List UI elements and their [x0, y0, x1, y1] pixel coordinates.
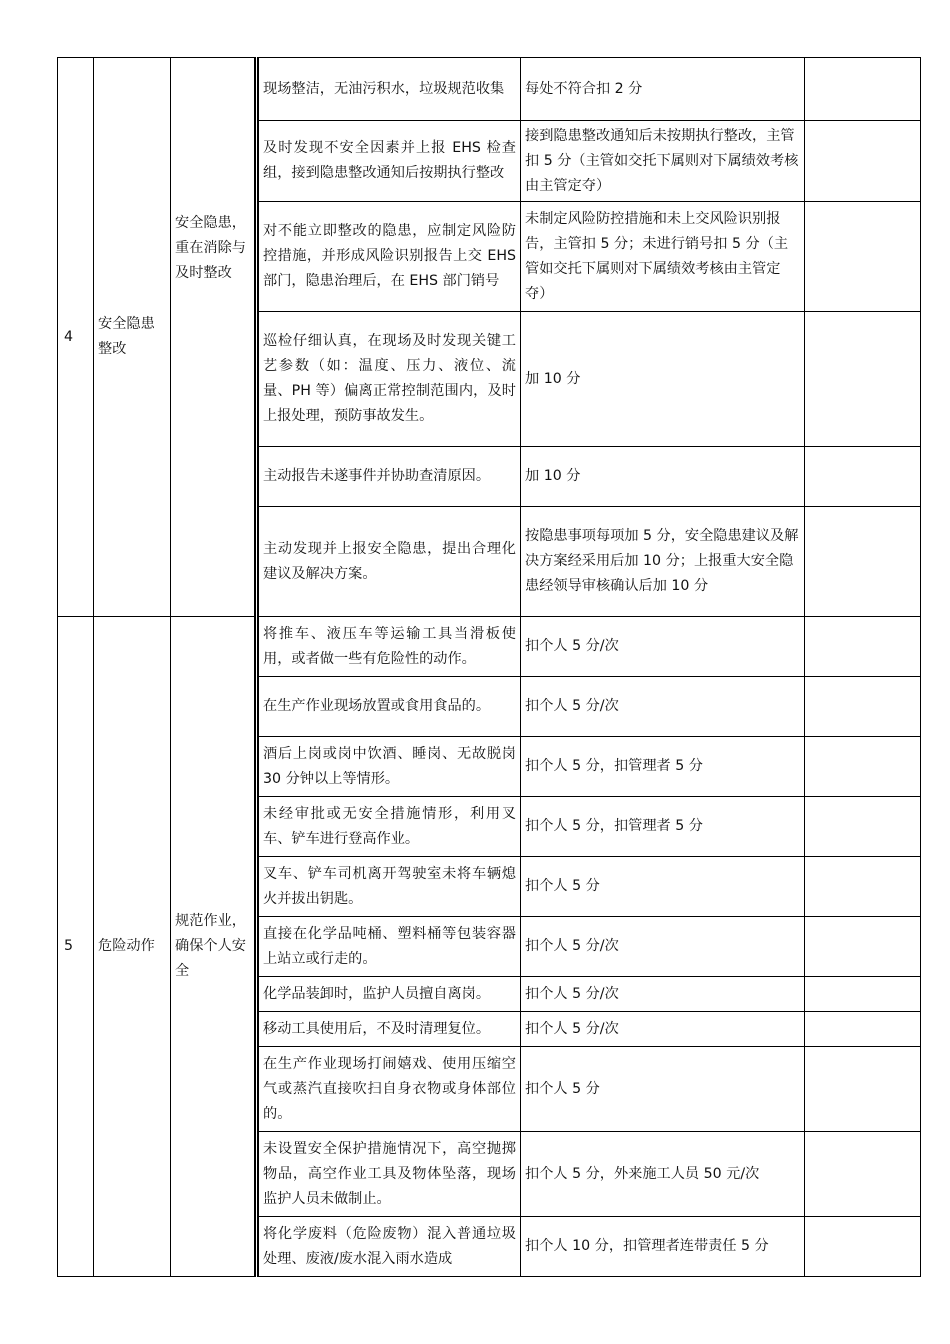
item-score — [805, 1012, 921, 1047]
item-score — [805, 58, 921, 121]
item-content: 化学品装卸时，监护人员擅自离岗。 — [257, 977, 521, 1012]
section-principle: 安全隐患，重在消除与及时整改 — [171, 58, 257, 617]
item-rule: 接到隐患整改通知后未按期执行整改，主管扣 5 分（主管如交托下属则对下属绩效考核由主管定夺） — [521, 121, 805, 202]
item-rule: 扣个人 5 分 — [521, 857, 805, 917]
item-score — [805, 121, 921, 202]
section-number: 5 — [58, 617, 94, 1277]
item-score — [805, 857, 921, 917]
item-rule: 每处不符合扣 2 分 — [521, 58, 805, 121]
item-content: 巡检仔细认真，在现场及时发现关键工艺参数（如：温度、压力、液位、流量、PH 等）偏离正常控制范围内，及时上报处理，预防事故发生。 — [257, 312, 521, 447]
item-score — [805, 507, 921, 617]
item-rule: 未制定风险防控措施和未上交风险识别报告，主管扣 5 分；未进行销号扣 5 分（主管如交托下属则对下属绩效考核由主管定夺） — [521, 202, 805, 312]
item-score — [805, 1132, 921, 1217]
item-content: 在生产作业现场放置或食用食品的。 — [257, 677, 521, 737]
item-rule: 扣个人 5 分/次 — [521, 917, 805, 977]
item-score — [805, 1047, 921, 1132]
section-category: 安全隐患整改 — [94, 58, 171, 617]
item-content: 叉车、铲车司机离开驾驶室未将车辆熄火并拔出钥匙。 — [257, 857, 521, 917]
table-row — [58, 617, 921, 677]
item-score — [805, 447, 921, 507]
item-score — [805, 677, 921, 737]
item-score — [805, 312, 921, 447]
item-score — [805, 977, 921, 1012]
item-rule: 扣个人 5 分/次 — [521, 617, 805, 677]
item-content: 主动报告未遂事件并协助查清原因。 — [257, 447, 521, 507]
item-content: 及时发现不安全因素并上报 EHS 检查组，接到隐患整改通知后按期执行整改 — [257, 121, 521, 202]
safety-assessment-table — [57, 57, 921, 1277]
item-score — [805, 797, 921, 857]
item-rule: 扣个人 5 分/次 — [521, 1012, 805, 1047]
item-content: 移动工具使用后，不及时清理复位。 — [257, 1012, 521, 1047]
item-score — [805, 1217, 921, 1277]
item-rule: 扣个人 5 分/次 — [521, 677, 805, 737]
table-row — [58, 58, 921, 121]
item-content: 将推车、液压车等运输工具当滑板使用，或者做一些有危险性的动作。 — [257, 617, 521, 677]
item-content: 直接在化学品吨桶、塑料桶等包装容器上站立或行走的。 — [257, 917, 521, 977]
item-rule: 加 10 分 — [521, 312, 805, 447]
item-rule: 扣个人 10 分，扣管理者连带责任 5 分 — [521, 1217, 805, 1277]
item-rule: 按隐患事项每项加 5 分，安全隐患建议及解决方案经采用后加 10 分；上报重大安全隐患经领导审核确认后加 10 分 — [521, 507, 805, 617]
item-score — [805, 202, 921, 312]
item-score — [805, 737, 921, 797]
item-content: 现场整洁，无油污积水，垃圾规范收集 — [257, 58, 521, 121]
item-content: 对不能立即整改的隐患，应制定风险防控措施，并形成风险识别报告上交 EHS 部门，隐患治理后，在 EHS 部门销号 — [257, 202, 521, 312]
section-category: 危险动作 — [94, 617, 171, 1277]
item-rule: 扣个人 5 分，扣管理者 5 分 — [521, 797, 805, 857]
item-content: 酒后上岗或岗中饮酒、睡岗、无故脱岗 30 分钟以上等情形。 — [257, 737, 521, 797]
item-rule: 加 10 分 — [521, 447, 805, 507]
item-rule: 扣个人 5 分，外来施工人员 50 元/次 — [521, 1132, 805, 1217]
section-number: 4 — [58, 58, 94, 617]
item-content: 主动发现并上报安全隐患，提出合理化建议及解决方案。 — [257, 507, 521, 617]
item-rule: 扣个人 5 分 — [521, 1047, 805, 1132]
item-content: 未经审批或无安全措施情形，利用叉车、铲车进行登高作业。 — [257, 797, 521, 857]
item-content: 在生产作业现场打闹嬉戏、使用压缩空气或蒸汽直接吹扫自身衣物或身体部位的。 — [257, 1047, 521, 1132]
item-score — [805, 917, 921, 977]
item-rule: 扣个人 5 分，扣管理者 5 分 — [521, 737, 805, 797]
section-principle: 规范作业，确保个人安全 — [171, 617, 257, 1277]
item-content: 未设置安全保护措施情况下，高空抛掷物品，高空作业工具及物体坠落，现场监护人员未做制止。 — [257, 1132, 521, 1217]
item-rule: 扣个人 5 分/次 — [521, 977, 805, 1012]
item-score — [805, 617, 921, 677]
item-content: 将化学废料（危险废物）混入普通垃圾处理、废液/废水混入雨水造成 — [257, 1217, 521, 1277]
